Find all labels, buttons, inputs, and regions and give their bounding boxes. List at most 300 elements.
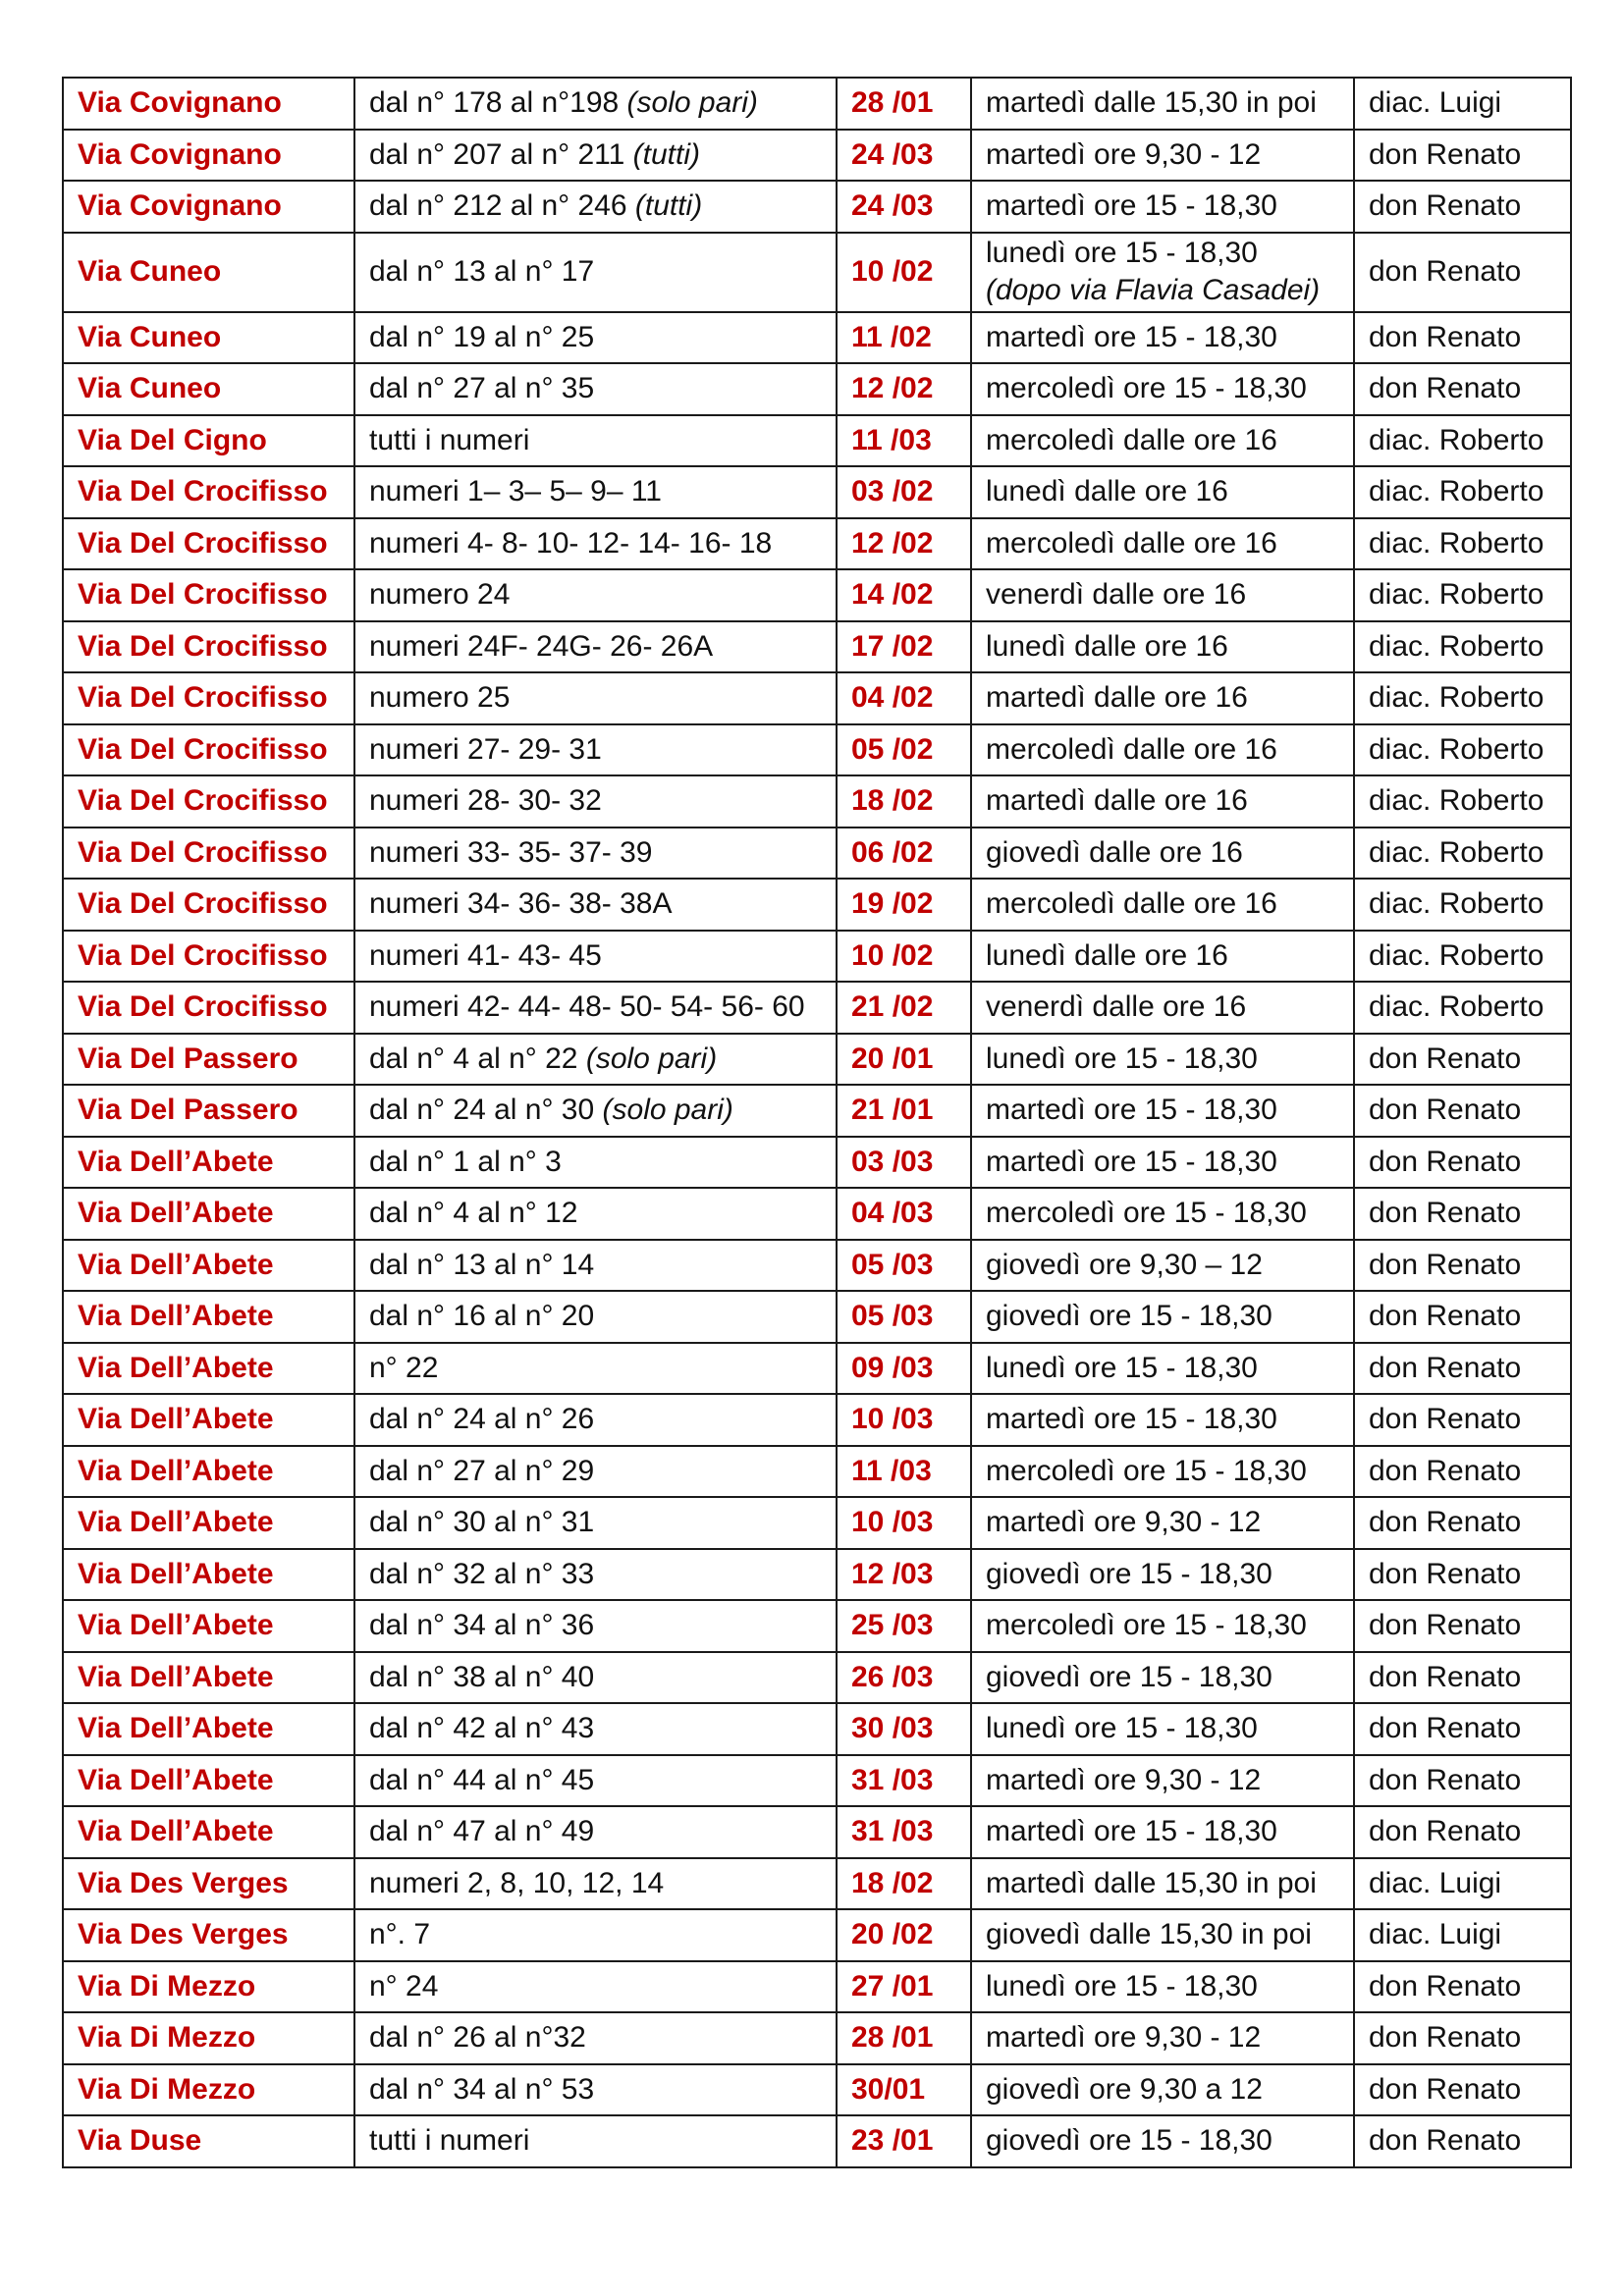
visit-time: martedì ore 15 - 18,30 [986, 1403, 1277, 1436]
table-row [63, 1909, 1571, 1961]
minister-cell: don Renato [1354, 1137, 1571, 1189]
house-numbers: dal n° 26 al n°32 [369, 2021, 586, 2055]
street-cell: Via Dell’Abete [63, 1652, 354, 1704]
visit-time: mercoledì dalle ore 16 [986, 887, 1277, 921]
minister-cell: diac. Roberto [1354, 931, 1571, 983]
table-row [63, 1240, 1571, 1292]
house-numbers: numeri 42- 44- 48- 50- 54- 56- 60 [369, 990, 805, 1024]
house-numbers: numeri 41- 43- 45 [369, 938, 602, 972]
minister-cell: don Renato [1354, 1343, 1571, 1395]
visit-time: mercoledì dalle ore 16 [986, 423, 1277, 456]
house-numbers: tutti i numeri [369, 423, 530, 456]
house-numbers-cell [354, 1240, 837, 1292]
visit-time-cell [971, 1497, 1354, 1549]
table-row [63, 1497, 1571, 1549]
street-cell: Via Del Passero [63, 1085, 354, 1137]
visit-time-note: (dopo via Flavia Casadei) [986, 274, 1321, 306]
minister-cell: don Renato [1354, 1291, 1571, 1343]
minister-cell: don Renato [1354, 1652, 1571, 1704]
visit-date-cell: 10 /03 [837, 1497, 971, 1549]
table-row [63, 1755, 1571, 1807]
visit-date-cell: 11 /03 [837, 1446, 971, 1498]
house-numbers: n°. 7 [369, 1918, 431, 1951]
house-numbers-cell [354, 1188, 837, 1240]
house-numbers: dal n° 24 al n° 26 [369, 1403, 595, 1436]
house-numbers: dal n° 34 al n° 36 [369, 1609, 595, 1642]
street-cell: Via Del Crocifisso [63, 879, 354, 931]
house-numbers-cell [354, 415, 837, 467]
street-cell: Via Del Crocifisso [63, 518, 354, 570]
house-numbers: dal n° 4 al n° 12 [369, 1197, 578, 1230]
visit-time: giovedì ore 15 - 18,30 [986, 1660, 1272, 1693]
visit-date-cell: 03 /02 [837, 466, 971, 518]
visit-schedule-page [62, 77, 1572, 2168]
visit-time-cell [971, 466, 1354, 518]
minister-cell: diac. Roberto [1354, 879, 1571, 931]
table-row [63, 415, 1571, 467]
house-numbers-cell [354, 1961, 837, 2013]
street-cell: Via Del Crocifisso [63, 828, 354, 880]
visit-date-cell: 11 /03 [837, 415, 971, 467]
minister-cell: don Renato [1354, 2012, 1571, 2064]
schedule-rows [63, 78, 1571, 2167]
street-cell: Via Dell’Abete [63, 1240, 354, 1292]
minister-cell: diac. Roberto [1354, 466, 1571, 518]
minister-cell: don Renato [1354, 2115, 1571, 2167]
visit-time: lunedì dalle ore 16 [986, 938, 1228, 972]
street-cell: Via Dell’Abete [63, 1343, 354, 1395]
table-row [63, 1034, 1571, 1086]
street-cell: Via Covignano [63, 181, 354, 233]
visit-date-cell: 09 /03 [837, 1343, 971, 1395]
house-numbers: dal n° 16 al n° 20 [369, 1300, 595, 1333]
house-numbers-cell [354, 1755, 837, 1807]
visit-time-cell [971, 1600, 1354, 1652]
house-numbers-cell [354, 1909, 837, 1961]
visit-date-cell: 31 /03 [837, 1806, 971, 1858]
street-cell: Via Cuneo [63, 233, 354, 312]
house-numbers-cell [354, 312, 837, 364]
table-row [63, 1806, 1571, 1858]
visit-date-cell: 04 /03 [837, 1188, 971, 1240]
house-numbers-cell [354, 879, 837, 931]
house-numbers: numero 24 [369, 578, 511, 612]
visit-time-cell [971, 1343, 1354, 1395]
street-cell: Via Del Cigno [63, 415, 354, 467]
visit-date-cell: 12 /02 [837, 518, 971, 570]
minister-cell: don Renato [1354, 1806, 1571, 1858]
house-numbers-cell [354, 1497, 837, 1549]
house-numbers-cell [354, 672, 837, 724]
street-cell: Via Dell’Abete [63, 1806, 354, 1858]
house-numbers-cell [354, 1343, 837, 1395]
visit-date-cell: 19 /02 [837, 879, 971, 931]
visit-date-cell: 31 /03 [837, 1755, 971, 1807]
visit-time-cell [971, 982, 1354, 1034]
minister-cell: don Renato [1354, 1497, 1571, 1549]
visit-date-cell: 18 /02 [837, 775, 971, 828]
table-row [63, 621, 1571, 673]
table-row [63, 1188, 1571, 1240]
table-row [63, 1652, 1571, 1704]
table-row [63, 1085, 1571, 1137]
minister-cell: don Renato [1354, 1961, 1571, 2013]
minister-cell: don Renato [1354, 1240, 1571, 1292]
house-numbers-cell [354, 2115, 837, 2167]
visit-time-cell [971, 828, 1354, 880]
minister-cell: don Renato [1354, 1394, 1571, 1446]
street-cell: Via Dell’Abete [63, 1446, 354, 1498]
minister-cell: diac. Roberto [1354, 569, 1571, 621]
house-numbers: numeri 4- 8- 10- 12- 14- 16- 18 [369, 526, 773, 560]
house-numbers-note: (solo pari) [626, 86, 758, 120]
table-row [63, 931, 1571, 983]
house-numbers-note: (solo pari) [602, 1094, 733, 1127]
street-cell: Via Del Crocifisso [63, 621, 354, 673]
minister-cell: diac. Roberto [1354, 828, 1571, 880]
visit-time: martedì dalle 15,30 in poi [986, 1866, 1317, 1899]
visit-time: venerdì dalle ore 16 [986, 990, 1247, 1024]
house-numbers-cell [354, 1034, 837, 1086]
visit-time: martedì ore 9,30 - 12 [986, 1763, 1262, 1796]
house-numbers: numeri 1– 3– 5– 9– 11 [369, 475, 662, 508]
visit-time: martedì dalle 15,30 in poi [986, 86, 1317, 120]
visit-time: mercoledì ore 15 - 18,30 [986, 1197, 1307, 1230]
house-numbers-cell [354, 1549, 837, 1601]
house-numbers: dal n° 207 al n° 211 [369, 137, 625, 171]
visit-time: martedì ore 15 - 18,30 [986, 1815, 1277, 1848]
house-numbers-cell [354, 1652, 837, 1704]
visit-date-cell: 18 /02 [837, 1858, 971, 1910]
visit-date-cell: 10 /03 [837, 1394, 971, 1446]
visit-date-cell: 25 /03 [837, 1600, 971, 1652]
visit-time: venerdì dalle ore 16 [986, 578, 1247, 612]
visit-time-cell [971, 879, 1354, 931]
visit-time-cell [971, 1394, 1354, 1446]
minister-cell: diac. Roberto [1354, 621, 1571, 673]
house-numbers: numero 25 [369, 681, 511, 715]
visit-time: martedì ore 15 - 18,30 [986, 1094, 1277, 1127]
house-numbers-cell [354, 1858, 837, 1910]
visit-date-cell: 10 /02 [837, 233, 971, 312]
street-cell: Via Del Crocifisso [63, 672, 354, 724]
visit-date-cell: 12 /03 [837, 1549, 971, 1601]
house-numbers: dal n° 1 al n° 3 [369, 1145, 562, 1178]
visit-time-cell [971, 233, 1354, 312]
house-numbers: dal n° 27 al n° 35 [369, 372, 595, 405]
street-cell: Via Del Crocifisso [63, 775, 354, 828]
visit-time: lunedì ore 15 - 18,30 [986, 237, 1258, 269]
street-cell: Via Del Crocifisso [63, 569, 354, 621]
visit-date-cell: 20 /01 [837, 1034, 971, 1086]
house-numbers: dal n° 30 al n° 31 [369, 1506, 595, 1539]
table-row [63, 1291, 1571, 1343]
house-numbers-note: (tutti) [634, 189, 703, 223]
minister-cell: diac. Roberto [1354, 775, 1571, 828]
table-row [63, 78, 1571, 130]
visit-time: giovedì ore 15 - 18,30 [986, 1557, 1272, 1590]
house-numbers: numeri 24F- 24G- 26- 26A [369, 629, 714, 663]
visit-time-cell [971, 1806, 1354, 1858]
house-numbers-note: (solo pari) [585, 1041, 718, 1075]
table-row [63, 181, 1571, 233]
visit-time: martedì ore 15 - 18,30 [986, 320, 1277, 353]
house-numbers-cell [354, 466, 837, 518]
house-numbers-cell [354, 1703, 837, 1755]
visit-time-cell [971, 1961, 1354, 2013]
house-numbers: tutti i numeri [369, 2124, 530, 2158]
minister-cell: don Renato [1354, 1755, 1571, 1807]
visit-time-cell [971, 130, 1354, 182]
table-row [63, 2012, 1571, 2064]
visit-time-cell [971, 78, 1354, 130]
visit-time: mercoledì dalle ore 16 [986, 526, 1277, 560]
minister-cell: diac. Luigi [1354, 1858, 1571, 1910]
visit-time-cell [971, 181, 1354, 233]
visit-time: martedì ore 15 - 18,30 [986, 1145, 1277, 1178]
table-row [63, 1137, 1571, 1189]
street-cell: Via Dell’Abete [63, 1188, 354, 1240]
house-numbers: dal n° 27 al n° 29 [369, 1454, 595, 1487]
visit-time-cell [971, 415, 1354, 467]
visit-date-cell: 12 /02 [837, 363, 971, 415]
visit-time: giovedì ore 9,30 – 12 [986, 1248, 1263, 1281]
visit-time-cell [971, 1909, 1354, 1961]
minister-cell: diac. Roberto [1354, 724, 1571, 776]
house-numbers-cell [354, 1394, 837, 1446]
street-cell: Via Duse [63, 2115, 354, 2167]
visit-time: mercoledì ore 15 - 18,30 [986, 1609, 1307, 1642]
minister-cell: diac. Roberto [1354, 982, 1571, 1034]
house-numbers: dal n° 212 al n° 246 [369, 189, 627, 223]
table-row [63, 1394, 1571, 1446]
house-numbers-cell [354, 1446, 837, 1498]
street-cell: Via Di Mezzo [63, 2064, 354, 2116]
visit-time-cell [971, 1240, 1354, 1292]
visit-time-cell [971, 312, 1354, 364]
visit-time-cell [971, 621, 1354, 673]
table-row [63, 233, 1571, 312]
street-cell: Via Covignano [63, 78, 354, 130]
visit-time: martedì ore 9,30 - 12 [986, 2021, 1262, 2055]
minister-cell: diac. Luigi [1354, 78, 1571, 130]
street-cell: Via Dell’Abete [63, 1600, 354, 1652]
house-numbers: numeri 28- 30- 32 [369, 784, 602, 818]
house-numbers-cell [354, 775, 837, 828]
street-cell: Via Cuneo [63, 312, 354, 364]
table-row [63, 724, 1571, 776]
visit-date-cell: 05 /03 [837, 1291, 971, 1343]
minister-cell: don Renato [1354, 1549, 1571, 1601]
visit-time: martedì dalle ore 16 [986, 681, 1248, 715]
visit-date-cell: 24 /03 [837, 181, 971, 233]
visit-date-cell: 14 /02 [837, 569, 971, 621]
table-row [63, 2064, 1571, 2116]
visit-date-cell: 21 /02 [837, 982, 971, 1034]
street-cell: Via Del Crocifisso [63, 982, 354, 1034]
house-numbers: dal n° 42 al n° 43 [369, 1712, 595, 1745]
table-row [63, 828, 1571, 880]
visit-time: martedì ore 9,30 - 12 [986, 137, 1262, 171]
street-cell: Via Del Crocifisso [63, 931, 354, 983]
table-row [63, 775, 1571, 828]
visit-time-cell [971, 1446, 1354, 1498]
visit-time: martedì ore 9,30 - 12 [986, 1506, 1262, 1539]
table-row [63, 569, 1571, 621]
visit-time: giovedì dalle ore 16 [986, 835, 1243, 869]
street-cell: Via Del Crocifisso [63, 466, 354, 518]
visit-time-cell [971, 363, 1354, 415]
house-numbers-cell [354, 363, 837, 415]
house-numbers-cell [354, 181, 837, 233]
visit-time: lunedì dalle ore 16 [986, 475, 1228, 508]
visit-date-cell: 28 /01 [837, 2012, 971, 2064]
visit-time-cell [971, 1703, 1354, 1755]
street-cell: Via Dell’Abete [63, 1497, 354, 1549]
table-row [63, 1446, 1571, 1498]
street-cell: Via Dell’Abete [63, 1137, 354, 1189]
visit-time-cell [971, 1755, 1354, 1807]
visit-time: mercoledì ore 15 - 18,30 [986, 372, 1307, 405]
table-row [63, 2115, 1571, 2167]
visit-time: lunedì ore 15 - 18,30 [986, 1351, 1258, 1384]
house-numbers-note: (tutti) [632, 137, 700, 171]
house-numbers-cell [354, 828, 837, 880]
visit-time-cell [971, 569, 1354, 621]
street-cell: Via Dell’Abete [63, 1394, 354, 1446]
table-row [63, 312, 1571, 364]
visit-time-cell [971, 724, 1354, 776]
visit-time: martedì dalle ore 16 [986, 784, 1248, 818]
visit-time: mercoledì ore 15 - 18,30 [986, 1454, 1307, 1487]
visit-time-cell [971, 1034, 1354, 1086]
minister-cell: don Renato [1354, 130, 1571, 182]
visit-schedule-table [62, 77, 1572, 2168]
visit-date-cell: 05 /03 [837, 1240, 971, 1292]
house-numbers: numeri 27- 29- 31 [369, 732, 602, 766]
visit-time-cell [971, 1291, 1354, 1343]
minister-cell: don Renato [1354, 1446, 1571, 1498]
street-cell: Via Des Verges [63, 1909, 354, 1961]
table-row [63, 1600, 1571, 1652]
house-numbers-cell [354, 1291, 837, 1343]
visit-time: lunedì dalle ore 16 [986, 629, 1228, 663]
minister-cell: don Renato [1354, 1188, 1571, 1240]
street-cell: Via Del Passero [63, 1034, 354, 1086]
visit-date-cell: 23 /01 [837, 2115, 971, 2167]
visit-time-cell [971, 1652, 1354, 1704]
street-cell: Via Des Verges [63, 1858, 354, 1910]
house-numbers: dal n° 178 al n°198 [369, 86, 620, 120]
table-row [63, 982, 1571, 1034]
street-cell: Via Dell’Abete [63, 1291, 354, 1343]
visit-time: lunedì ore 15 - 18,30 [986, 1712, 1258, 1745]
visit-time-cell [971, 1137, 1354, 1189]
minister-cell: don Renato [1354, 233, 1571, 312]
minister-cell: diac. Roberto [1354, 672, 1571, 724]
house-numbers: n° 24 [369, 1969, 439, 2002]
minister-cell: don Renato [1354, 2064, 1571, 2116]
minister-cell: don Renato [1354, 1085, 1571, 1137]
house-numbers-cell [354, 621, 837, 673]
visit-date-cell: 30 /03 [837, 1703, 971, 1755]
house-numbers: dal n° 47 al n° 49 [369, 1815, 595, 1848]
visit-date-cell: 05 /02 [837, 724, 971, 776]
visit-time: giovedì dalle 15,30 in poi [986, 1918, 1312, 1951]
table-row [63, 879, 1571, 931]
house-numbers: dal n° 19 al n° 25 [369, 320, 595, 353]
house-numbers-cell [354, 931, 837, 983]
house-numbers-cell [354, 982, 837, 1034]
visit-time-cell [971, 518, 1354, 570]
visit-date-cell: 03 /03 [837, 1137, 971, 1189]
visit-date-cell: 10 /02 [837, 931, 971, 983]
table-row [63, 1858, 1571, 1910]
visit-time: lunedì ore 15 - 18,30 [986, 1041, 1258, 1075]
minister-cell: diac. Roberto [1354, 415, 1571, 467]
house-numbers: dal n° 4 al n° 22 [369, 1041, 578, 1075]
visit-time-cell [971, 1188, 1354, 1240]
house-numbers: n° 22 [369, 1351, 439, 1384]
street-cell: Via Dell’Abete [63, 1755, 354, 1807]
visit-date-cell: 20 /02 [837, 1909, 971, 1961]
visit-date-cell: 30/01 [837, 2064, 971, 2116]
house-numbers-cell [354, 1600, 837, 1652]
house-numbers: dal n° 38 al n° 40 [369, 1660, 595, 1693]
house-numbers-cell [354, 724, 837, 776]
table-row [63, 518, 1571, 570]
table-row [63, 1549, 1571, 1601]
visit-time-cell [971, 2115, 1354, 2167]
visit-time-cell [971, 2012, 1354, 2064]
street-cell: Via Di Mezzo [63, 1961, 354, 2013]
table-row [63, 363, 1571, 415]
minister-cell: don Renato [1354, 1034, 1571, 1086]
table-row [63, 1343, 1571, 1395]
visit-time-cell [971, 1085, 1354, 1137]
house-numbers-cell [354, 1085, 837, 1137]
house-numbers-cell [354, 2012, 837, 2064]
visit-date-cell: 06 /02 [837, 828, 971, 880]
visit-time: giovedì ore 9,30 a 12 [986, 2072, 1263, 2106]
minister-cell: diac. Luigi [1354, 1909, 1571, 1961]
table-row [63, 466, 1571, 518]
table-row [63, 130, 1571, 182]
house-numbers: dal n° 13 al n° 14 [369, 1248, 595, 1281]
visit-date-cell: 17 /02 [837, 621, 971, 673]
visit-time-cell [971, 1858, 1354, 1910]
visit-time-cell [971, 1549, 1354, 1601]
visit-date-cell: 27 /01 [837, 1961, 971, 2013]
street-cell: Via Dell’Abete [63, 1549, 354, 1601]
visit-date-cell: 11 /02 [837, 312, 971, 364]
house-numbers: numeri 33- 35- 37- 39 [369, 835, 653, 869]
minister-cell: diac. Roberto [1354, 518, 1571, 570]
visit-time: giovedì ore 15 - 18,30 [986, 1300, 1272, 1333]
minister-cell: don Renato [1354, 363, 1571, 415]
house-numbers-cell [354, 2064, 837, 2116]
visit-time-cell [971, 672, 1354, 724]
table-row [63, 672, 1571, 724]
visit-time: martedì ore 15 - 18,30 [986, 189, 1277, 223]
visit-date-cell: 26 /03 [837, 1652, 971, 1704]
house-numbers: dal n° 44 al n° 45 [369, 1763, 595, 1796]
house-numbers-cell [354, 78, 837, 130]
house-numbers-cell [354, 569, 837, 621]
visit-date-cell: 04 /02 [837, 672, 971, 724]
table-row [63, 1961, 1571, 2013]
visit-time: mercoledì dalle ore 16 [986, 732, 1277, 766]
